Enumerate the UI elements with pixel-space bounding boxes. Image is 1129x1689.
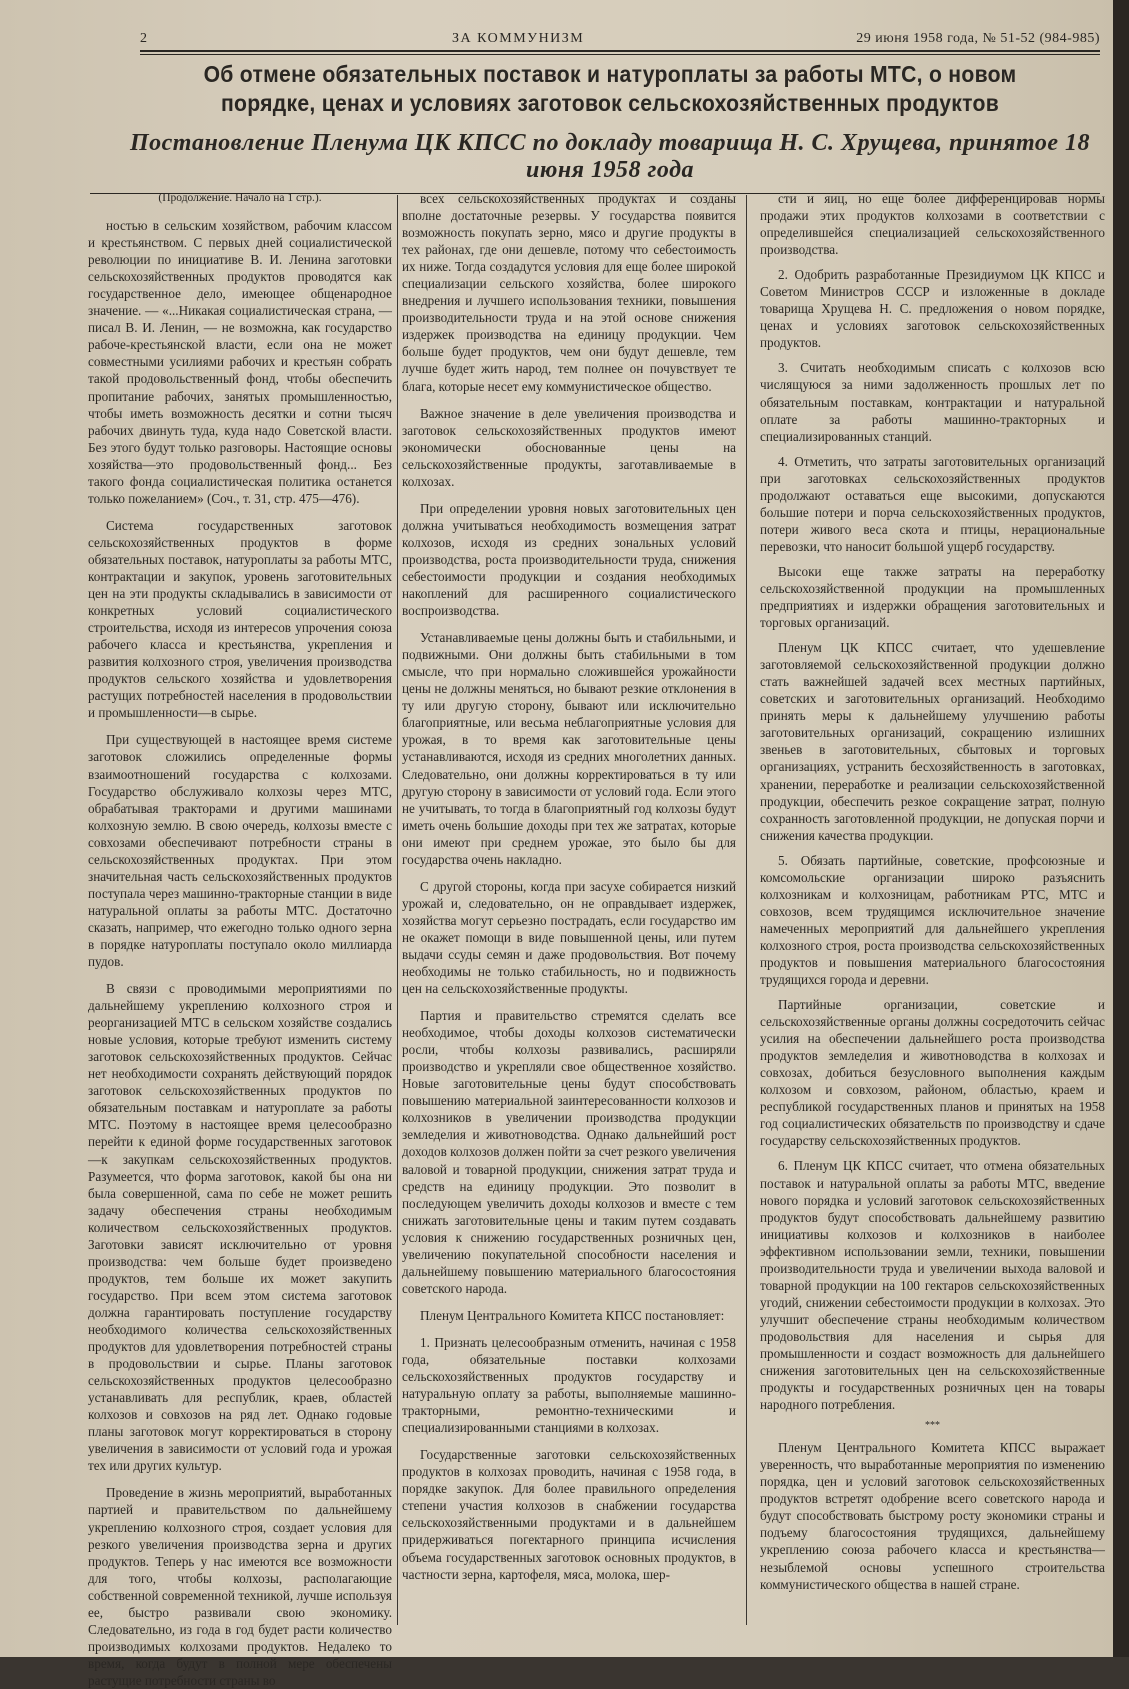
issue-date: 29 июня 1958 года, № 51-52 (984-985) xyxy=(856,31,1100,46)
column-2 xyxy=(402,190,736,1630)
header-rule xyxy=(140,50,1100,52)
column-rule-2 xyxy=(746,195,747,1625)
paragraph: Пленум Центрального Комитета КПСС выражает уверенность, что выработанные мероприятия по изменению порядка, цен и условий заготовок сельскохозяйственных продуктов встретят одобрение всего советского народа и будут способствовать быстрому росту экономики страны и подъему благосостояния трудящихся, дальнейшему укреплению союза рабочего класса и крестьянства—незыблемой основы успешного строительства коммунистического общества в нашей стране. xyxy=(760,1440,1105,1592)
paragraph: Проведение в жизнь мероприятий, выработанных партией и правительством по дальнейшему укреплению колхозного строя, создает условия для резкого увеличения производства зерна и других продуктов. Теперь у нас имеются все возможности для того, чтобы колхозы, располагающие собственной современной техникой, лучше используя ее, быстро развивали свою экономику. Следовательно, из года в год будет расти количество производимых колхозами продуктов. Недалеко то время, когда будут в полной мере обеспечены растущие потребности страны во xyxy=(88,1485,392,1688)
paragraph: 2. Одобрить разработанные Президиумом ЦК КПСС и Советом Министров СССР и изложенные в докладе товарища Хрущева Н. С. предложения о новом порядке, ценах и условиях заготовок сельскохозяйственных продуктов. xyxy=(760,267,1105,351)
page-number: 2 xyxy=(140,31,148,46)
paragraph: Партия и правительство стремятся сделать все необходимое, чтобы доходы колхозов систематически росли, чтобы колхозы развивались, расширяли производство и укрепляли свое общественное хозяйство. Новые заготовительные цены будут способствовать повышению материальной заинтересованности колхозов и колхозников в увеличении производства продукции земледелия и животноводства. Однако дальнейший рост доходов колхозов должен пойти за счет резкого увеличения валовой и товарной продукции, снижения затрат труда и средств на единицу продукции. Это позволит в последующем увеличить доходы колхозов и вместе с тем снижать заготовительные цены и таким путем создавать условия к снижению государственных розничных цен, увеличению покупательной способности населения и дальнейшему повышению материального благосостояния советского народа. xyxy=(402,1008,736,1296)
paragraph: Пленум Центрального Комитета КПСС постановляет: xyxy=(420,1307,725,1323)
paragraph: При существующей в настоящее время системе заготовок сложились определенные формы взаимоотношений государства с колхозами. Государство обслуживало колхозы через МТС, обрабатывая тракторами и другими машинами колхозную землю. В свою очередь, колхозы вместе с совхозами обеспечивают потребности страны в сельскохозяйственных продуктах. При этом значительная часть сельскохозяйственных продуктов поступала через машинно-тракторные станции в виде натуральной оплаты за работы МТС. Достаточно сказать, например, что ежегодно только одного зерна в порядке натуроплаты поступало около миллиарда пудов. xyxy=(88,732,392,970)
paragraph: При определении уровня новых заготовительных цен должна учитываться необходимость возмещения затрат колхозов, исходя из средних зональных условий производства, роста производительности труда, снижения себестоимости продукции и создания необходимых накоплений для расширенного социалистического воспроизводства. xyxy=(402,500,736,619)
paragraph: 4. Отметить, что затраты заготовительных организаций при заготовках сельскохозяйственных продуктов продолжают оставаться еще высокими, допускаются большие потери и порча сельскохозяйственных продуктов, потери живого веса скота и птицы, нерациональные перевозки, что наносит большой ущерб государству. xyxy=(760,453,1105,554)
paragraph: Пленум ЦК КПСС считает, что удешевление заготовляемой сельскохозяйственной продукции должно стать важнейшей задачей всех местных партийных, советских и заготовительных организаций. Необходимо принять меры к дальнейшему улучшению работы заготовительных организаций, сокращению излишних звеньев в заготовительных, сбытовых и торговых организациях, устранить бесхозяйственность в заготовках, хранении, переработке и реализации сельскохозяйственной продукции, обеспечить резкое сокращение затрат, полную сохранность заготовленной продукции, не допуская порчи и снижения качества продукции. xyxy=(760,640,1105,843)
paragraph: В связи с проводимыми мероприятиями по дальнейшему укреплению колхозного строя и реорганизацией МТС в сельском хозяйстве создались новые условия, которые требуют изменить систему заготовок сельскохозяйственных продуктов. Сейчас нет необходимости сохранять действующий порядок заготовок сельскохозяйственных продуктов по обязательным поставкам и натуроплате за работы МТС. Поэтому в настоящее время целесообразно перейти к единой форме государственных заготовок—к закупкам сельскохозяйственных продуктов. Разумеется, что форма заготовок, какой бы она ни была совершенной, сама по себе не может решить задачу обеспечения страны необходимым количеством сельскохозяйственных продуктов. Заготовки зависят исключительно от уровня производства: чем больше будет произведено продуктов, тем больше их может закупить государство. При всем этом система заготовок должна гарантировать поступление государству необходимого количества сельскохозяйственных продуктов для удовлетворения потребностей страны в продовольствии и сырье. Планы заготовок сельскохозяйственных продуктов целесообразно устанавливать для республик, краев, областей колхозов и совхозов на ряд лет. Однако годовые планы заготовок могут корректироваться в сторону увеличения в зависимости от условий года и урожая тех или других культур. xyxy=(88,981,392,1474)
newspaper-title: ЗА КОММУНИЗМ xyxy=(452,31,585,46)
paragraph: Система государственных заготовок сельскохозяйственных продуктов в форме обязательных поставок, натуроплаты за работы МТС, контрактации и закупок, уровень заготовительных цен на эти продукты складывались в зависимости от конкретных условий социалистического строительства, исходя из интересов упрочения союза рабочего класса и крестьянства, укрепления и развития колхозного строя, увеличения производства продуктов сельского хозяйства и удовлетворения растущих потребностей населения в продовольствии и промышленности—в сырье. xyxy=(88,517,392,721)
continuation-note: (Продолжение. Начало на 1 стр.). xyxy=(158,192,322,204)
page-header xyxy=(140,28,1100,50)
scan-edge xyxy=(1113,0,1129,1657)
paragraph: Высоки еще также затраты на переработку сельскохозяйственной продукции на промышленных предприятиях и издержки обращения заготовительных и торговых организаций. xyxy=(760,563,1105,631)
paragraph: Государственные заготовки сельскохозяйственных продуктов в колхозах проводить, начиная с 1958 года, в порядке закупок. Для более правильного определения степени участия колхозов в снабжении государства сельскохозяйственными продуктами и в дальнейшем придерживаться погектарного принципа исчисления объема государственных заготовок основных продуктов, в частности зерна, картофеля, мяса, молока, шер- xyxy=(402,1447,736,1582)
paragraph: 5. Обязать партийные, советские, профсоюзные и комсомольские организации широко разъяснить колхозникам и колхозницам, работникам РТС, МТС и совхозов, всем трудящимся исключительное значение намеченных мероприятий для дальнейшего укрепления колхозного строя, роста производства сельскохозяйственных продуктов и повышения материального благосостояния трудящихся города и деревни. xyxy=(760,852,1105,988)
paragraph: 6. Пленум ЦК КПСС считает, что отмена обязательных поставок и натуральной оплаты за работы МТС, введение нового порядка и условий заготовок сельскохозяйственных продуктов будут способствовать дальнейшему развитию инициативы колхозов и колхозников в наиболее эффективном использовании земли, техники, повышении производительности труда и увеличении выхода валовой и товарной продукции на 100 гектаров сельскохозяйственных угодий, снижении себестоимости продукции в колхозах. Это улучшит обеспечение страны необходимым количеством продовольствия для населения и сырья для промышленности и создаст возможность для дальнейшего снижения заготовительных цен на сельскохозяйственные продукты и государственных розничных цен на товары народного потребления. xyxy=(760,1158,1105,1413)
paragraph: ностью в сельским хозяйством, рабочим классом и крестьянством. С первых дней социалистической революции по инициативе В. И. Ленина заготовки сельскохозяйственных продуктов проводятся как государственное дело, имеющее общенародное значение. — «...Никакая социалистическая страна, — писал В. И. Ленин, — не возможна, как государство рабоче-крестьянской власти, если она не может совместными усилиями рабочих и крестьян собрать такой продовольственный фонд, чтобы обеспечить пропитание рабочих, занятых промышленностью, чтобы иметь возможность десятки и сотни тысяч рабочих двинуть туда, куда надо Советской власти. Без этого будут только разговоры. Настоящие основы хозяйства—это продовольственный фонд... Без такого фонда социалистическая политика останется только пожеланием» (Соч., т. 31, стр. 475—476). xyxy=(88,218,392,506)
article-subheadline: Постановление Пленума ЦК КПСС по докладу товарища Н. С. Хрущева, принятое 18 июня 1958 года xyxy=(129,130,1090,183)
paragraph: Партийные организации, советские и сельскохозяйственные органы должны сосредоточить сейчас усилия на обеспечении дальнейшего роста производства продуктов земледелия и животноводства в колхозах и совхозах, добиться безусловного выполнения каждым колхозом и совхозом, районом, областью, краем и республикой государственных планов и принятых на 1958 год социалистических обязательств по производству и сдаче государству сельскохозяйственных продуктов. xyxy=(760,997,1105,1149)
paragraph: 3. Считать необходимым списать с колхозов всю числящуюся за ними задолженность прошлых лет по обязательным поставкам, контрактации и натуральной оплате за работы машинно-тракторных и специализированных станций. xyxy=(760,360,1105,444)
paragraph: сти и яиц, но еще более дифференцировав нормы продажи этих продуктов колхозами в соответствии с определившейся специализацией сельскохозяйственного производства. xyxy=(760,191,1105,258)
paragraph: С другой стороны, когда при засухе собирается низкий урожай и, следовательно, он не оправдывает издержек, хозяйства могут серьезно пострадать, если государство им не окажет помощи в виде повышенной цены, или путем выдачи ссуды семян и даже продовольствия. Вот почему необходимы не только стабильность, но и подвижность цен на сельскохозяйственные продукты. xyxy=(402,878,736,997)
article-headline: Об отмене обязательных поставок и натуроплаты за работы МТС, о новом порядке, ценах и условиях заготовок сельскохозяйственных продуктов xyxy=(203,61,1017,116)
paragraph: Важное значение в деле увеличения производства и заготовок сельскохозяйственных продуктов имеют экономически обоснованные цены на сельскохозяйственные продукты, заготавливаемые в колхозах. xyxy=(402,405,736,489)
column-rule-1 xyxy=(397,195,398,1625)
column-1 xyxy=(88,190,392,1688)
section-separator: *** xyxy=(925,1420,940,1432)
paragraph: Устанавливаемые цены должны быть и стабильными, и подвижными. Они должны быть стабильными в том смысле, что при нормально сложившейся урожайности цены не должны меняться, но бывают резкие отклонения в ту или другую сторону, бывают или исключительно благоприятные, или весьма неблагоприятные условия для урожая, в то время как заготовительные цены устанавливаются, исходя из средних многолетних данных. Следовательно, они должны корректироваться в ту или другую сторону в зависимости от условий года. Если этого не учитывать, то тогда в благоприятный год колхозы будут иметь очень большие доходы при тех же затратах, которые они имеют при среднем урожае, это было бы для государства очень накладно. xyxy=(402,630,736,867)
paragraph: 1. Признать целесообразным отменить, начиная с 1958 года, обязательные поставки колхозами сельскохозяйственных продуктов государству и натуральную оплату за работы, выполняемые машинно-тракторными, ремонтно-техническими и специализированными станциями в колхозах. xyxy=(402,1334,736,1436)
header-rule-thin xyxy=(140,54,1100,55)
column-3 xyxy=(760,190,1105,1630)
paragraph: всех сельскохозяйственных продуктах и созданы вполне достаточные резервы. У государства появится возможность покупать зерно, мясо и другие продукты в тех районах, где они дешевле, потому что себестоимость их ниже. Тогда создадутся условия для еще более широкой специализации сельского хозяйства, более широкого внедрения и лучшего использования техники, повышения производительности труда и на этой основе снижения издержек производства на единицу продукции. Чем больше будет продуктов, чем они будут дешевле, тем лучше будет жить народ, тем полнее он почувствует те блага, которые несет ему коммунистическое общество. xyxy=(402,191,736,394)
